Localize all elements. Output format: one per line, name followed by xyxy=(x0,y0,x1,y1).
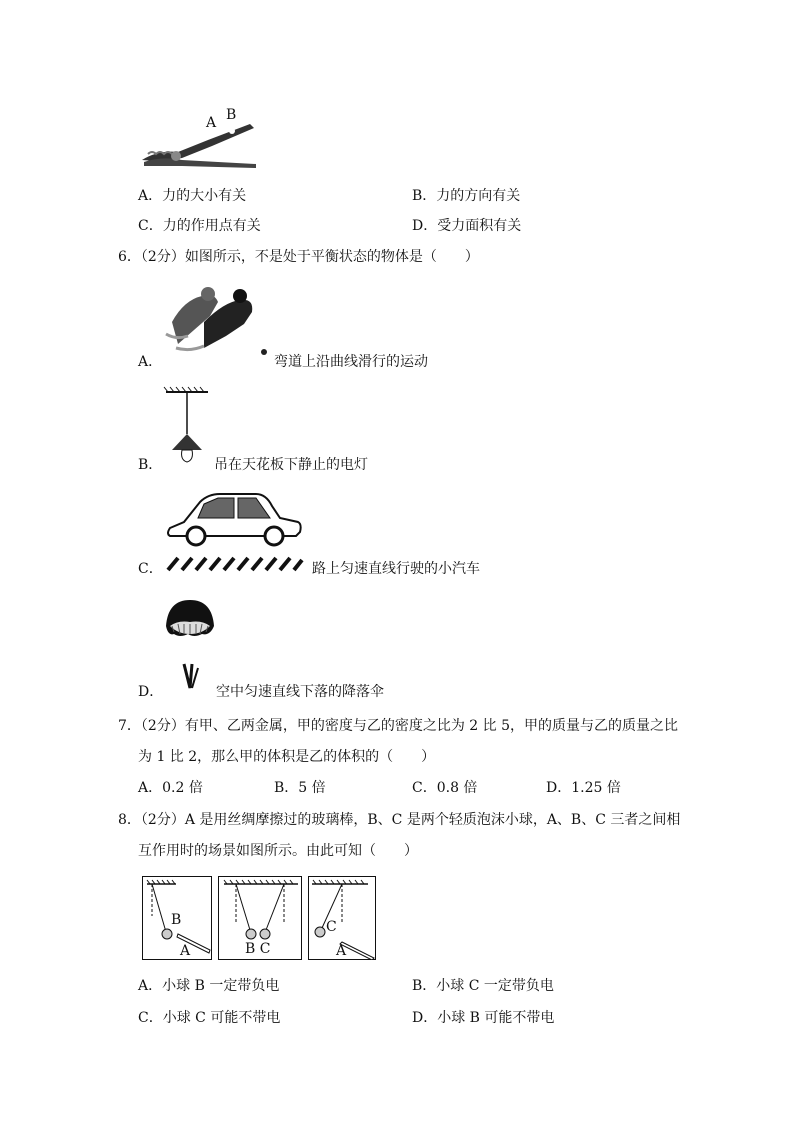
q5-option-c[interactable] xyxy=(138,217,261,235)
q6-option-a-text: 弯道上沿曲线滑行的运动 xyxy=(274,354,428,370)
q6-option-c-text: 路上匀速直线行驶的小汽车 xyxy=(312,561,480,577)
q8-panel3-label-c: C xyxy=(326,919,337,935)
q7-option-b[interactable] xyxy=(274,779,326,797)
option-text: 1.25 倍 xyxy=(571,780,621,796)
option-letter: D． xyxy=(412,218,438,234)
q6-option-c-letter[interactable]: C． xyxy=(138,561,163,577)
q8-option-a[interactable] xyxy=(138,977,279,995)
q8-panel1-label-b: B xyxy=(171,912,182,928)
q5-option-a[interactable] xyxy=(138,187,246,205)
option-text: 0.2 倍 xyxy=(162,780,203,796)
option-letter: C． xyxy=(138,1010,163,1026)
option-text: 小球 C 可能不带电 xyxy=(162,1010,281,1026)
option-text: 力的大小有关 xyxy=(162,188,247,204)
option-text: 小球 C 一定带负电 xyxy=(436,978,554,994)
q8-panel1-label-a: A xyxy=(180,943,191,959)
q8-panel2-label-bc: B C xyxy=(245,941,271,957)
option-text: 0.8 倍 xyxy=(436,780,478,796)
q6-option-b-letter[interactable]: B． xyxy=(138,457,163,473)
pliers-label-a: A xyxy=(206,115,217,131)
q7-stem-line2: 为 1 比 2，那么甲的体积是乙的体积的（ ） xyxy=(138,749,436,765)
option-letter: B． xyxy=(412,188,437,204)
q8-option-c[interactable] xyxy=(138,1009,280,1027)
option-letter: A． xyxy=(138,978,163,994)
option-letter: C． xyxy=(412,780,437,796)
q7-option-c[interactable] xyxy=(412,779,477,797)
q8-panel3-label-a: A xyxy=(336,943,347,959)
q7-option-d[interactable] xyxy=(546,779,621,797)
q6-stem: 6．（2分）如图所示，不是处于平衡状态的物体是（ ） xyxy=(118,249,479,265)
option-text: 5 倍 xyxy=(298,780,326,796)
q8-stem-line1: 8．（2分）A 是用丝绸摩擦过的玻璃棒，B、C 是两个轻质泡沫小球，A、B、C 三者之间相 xyxy=(118,812,681,828)
option-text: 力的作用点有关 xyxy=(162,218,261,234)
option-letter: B． xyxy=(274,780,299,796)
parachute-figure xyxy=(162,596,218,696)
q7-option-a[interactable] xyxy=(138,779,203,797)
option-letter: C． xyxy=(138,218,163,234)
q8-option-b[interactable] xyxy=(412,977,554,995)
q5-option-b[interactable] xyxy=(412,187,520,205)
option-text: 受力面积有关 xyxy=(437,218,522,234)
q5-option-d[interactable] xyxy=(412,217,521,235)
option-text: 力的方向有关 xyxy=(436,188,521,204)
option-letter: D． xyxy=(412,1010,438,1026)
q6-option-b-text: 吊在天花板下静止的电灯 xyxy=(214,457,368,473)
pliers-label-b: B xyxy=(226,107,237,123)
q6-option-a-letter[interactable]: A． xyxy=(138,354,163,370)
q7-stem-line1: 7．（2分）有甲、乙两金属，甲的密度与乙的密度之比为 2 比 5，甲的质量与乙的质量之比 xyxy=(118,718,678,734)
q6-option-d-letter[interactable]: D． xyxy=(138,684,164,700)
option-letter: A． xyxy=(138,188,163,204)
lamp-figure xyxy=(162,386,212,468)
car-figure xyxy=(160,488,304,572)
q8-option-d[interactable] xyxy=(412,1009,554,1027)
option-text: 小球 B 一定带负电 xyxy=(162,978,280,994)
q6-option-d-text: 空中匀速直线下落的降落伞 xyxy=(216,684,384,700)
q8-stem-line2: 互作用时的场景如图所示。由此可知（ ） xyxy=(138,843,418,859)
skater-figure xyxy=(164,282,272,358)
option-letter: A． xyxy=(138,780,163,796)
option-text: 小球 B 可能不带电 xyxy=(437,1010,555,1026)
option-letter: B． xyxy=(412,978,437,994)
pliers-figure xyxy=(138,104,260,174)
option-letter: D． xyxy=(546,780,572,796)
